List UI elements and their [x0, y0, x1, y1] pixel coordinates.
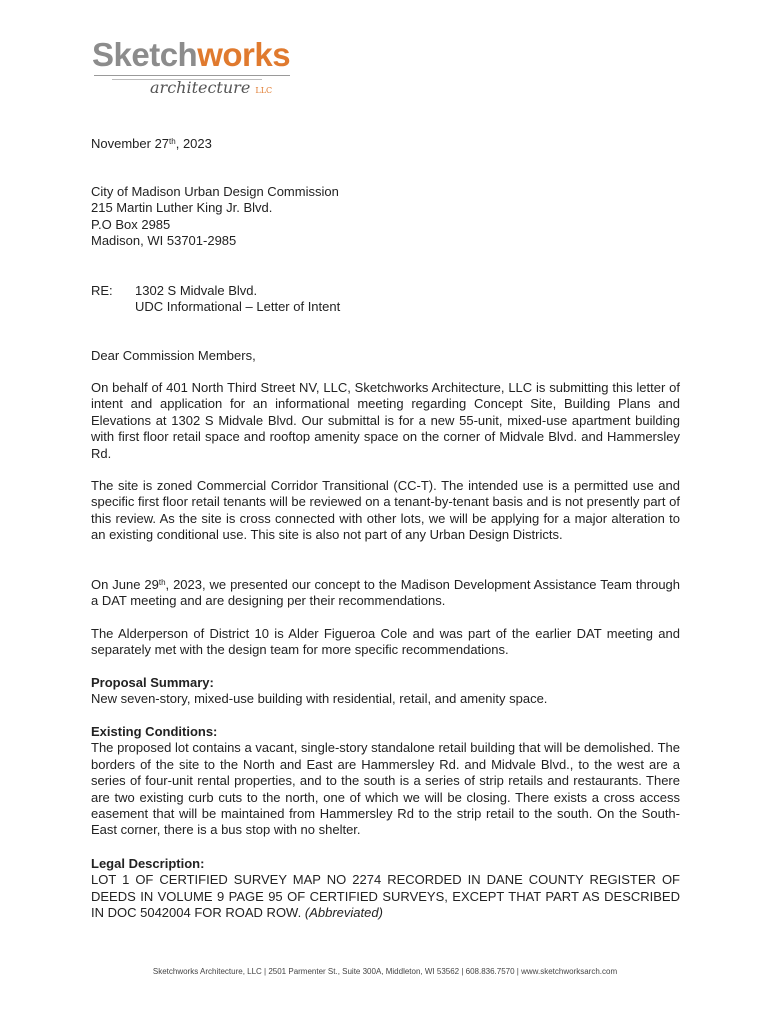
date-ordinal: th: [169, 137, 176, 146]
address-line-1: City of Madison Urban Design Commission: [91, 184, 339, 199]
paragraph-alderperson: The Alderperson of District 10 is Alder Figueroa Cole and was part of the earlier DAT meeting and separately met with the design team for more specific recommendations.: [91, 626, 680, 658]
paragraph-dat-meeting: [91, 577, 680, 610]
salutation: Dear Commission Members,: [91, 348, 256, 363]
proposal-heading: Proposal Summary:: [91, 675, 214, 690]
re-label: RE:: [91, 283, 113, 298]
logo-architecture-text: architecture: [150, 78, 251, 97]
re-line-1: 1302 S Midvale Blvd.: [135, 283, 258, 298]
section-legal-description: [91, 856, 680, 922]
existing-body: The proposed lot contains a vacant, single-story standalone retail building that will be demolished. The borders of the site to the North and East are Hammersley Rd. and Midvale Blvd., to the west are a series of four-unit rental properties, and to the south is a series of strip retails and restaurants. There are two existing curb cuts to the north, one of which we will be closing. There exists a cross access easement that will be maintained from Hammersley Rd to the strip retail to the south. On the South-East corner, there is a bus stop with no shelter.: [91, 740, 680, 838]
re-block: [91, 283, 340, 316]
proposal-body: New seven-story, mixed-use building with residential, retail, and amenity space.: [91, 691, 548, 707]
letter-date: [91, 136, 212, 152]
legal-heading: Legal Description:: [91, 856, 205, 871]
recipient-address: [91, 184, 339, 250]
logo-llc-text: LLC: [255, 86, 273, 95]
section-proposal-summary: [91, 675, 680, 708]
company-logo: [92, 38, 292, 102]
legal-body-wrap: [91, 872, 680, 921]
address-line-3: P.O Box 2985: [91, 216, 171, 232]
legal-body: LOT 1 OF CERTIFIED SURVEY MAP NO 2274 RECORDED IN DANE COUNTY REGISTER OF DEEDS IN VOLUME 9 PAGE 95 OF CERTIFIED SURVEYS, EXCEPT THAT PART AS DESCRIBED IN DOC 5042004 FOR ROAD ROW.: [91, 872, 680, 921]
logo-works-text: works: [197, 36, 291, 73]
address-line-2: 215 Martin Luther King Jr. Blvd.: [91, 200, 273, 216]
date-month-day: November 27: [91, 136, 170, 151]
paragraph-intro: On behalf of 401 North Third Street NV, LLC, Sketchworks Architecture, LLC is submitting this letter of intent and application for an informational meeting regarding Concept Site, Building Plans and Elevations at 1302 S Midvale Blvd. Our submittal is for a new 55-unit, mixed-use apartment building with first floor retail space and rooftop amenity space on the corner of Midvale Blvd. and Hammersley Rd.: [91, 380, 680, 461]
section-existing-conditions: [91, 724, 680, 839]
existing-heading: Existing Conditions:: [91, 724, 218, 739]
logo-underline: [94, 75, 290, 76]
paragraph-zoning: The site is zoned Commercial Corridor Transitional (CC-T). The intended use is a permitted use and specific first floor retail tenants will be reviewed on a tenant-by-tenant basis and is not presently part of this review. As the site is cross connected with other lots, we will be applying for a major alteration to an existing conditional use. This site is also not part of any Urban Design Districts.: [91, 478, 680, 543]
re-line-2: UDC Informational – Letter of Intent: [135, 299, 341, 315]
address-line-4: Madison, WI 53701-2985: [91, 233, 237, 249]
p3-start: On June 29: [91, 577, 159, 592]
date-year: , 2023: [175, 136, 212, 151]
logo-script-text: [150, 78, 272, 97]
logo-wordmark: [92, 38, 290, 71]
p3-ordinal: th: [158, 578, 166, 587]
letter-footer: Sketchworks Architecture, LLC | 2501 Parmenter St., Suite 300A, Middleton, WI 53562 | 608.836.7570 | www.sketchworksarch.com: [152, 967, 618, 976]
p3-rest: , 2023, we presented our concept to the Madison Development Assistance Team through a DAT meeting and are designing per their recommendations.: [91, 577, 681, 609]
legal-note: (Abbreviated): [304, 905, 383, 921]
logo-sketch-text: Sketch: [92, 36, 198, 73]
